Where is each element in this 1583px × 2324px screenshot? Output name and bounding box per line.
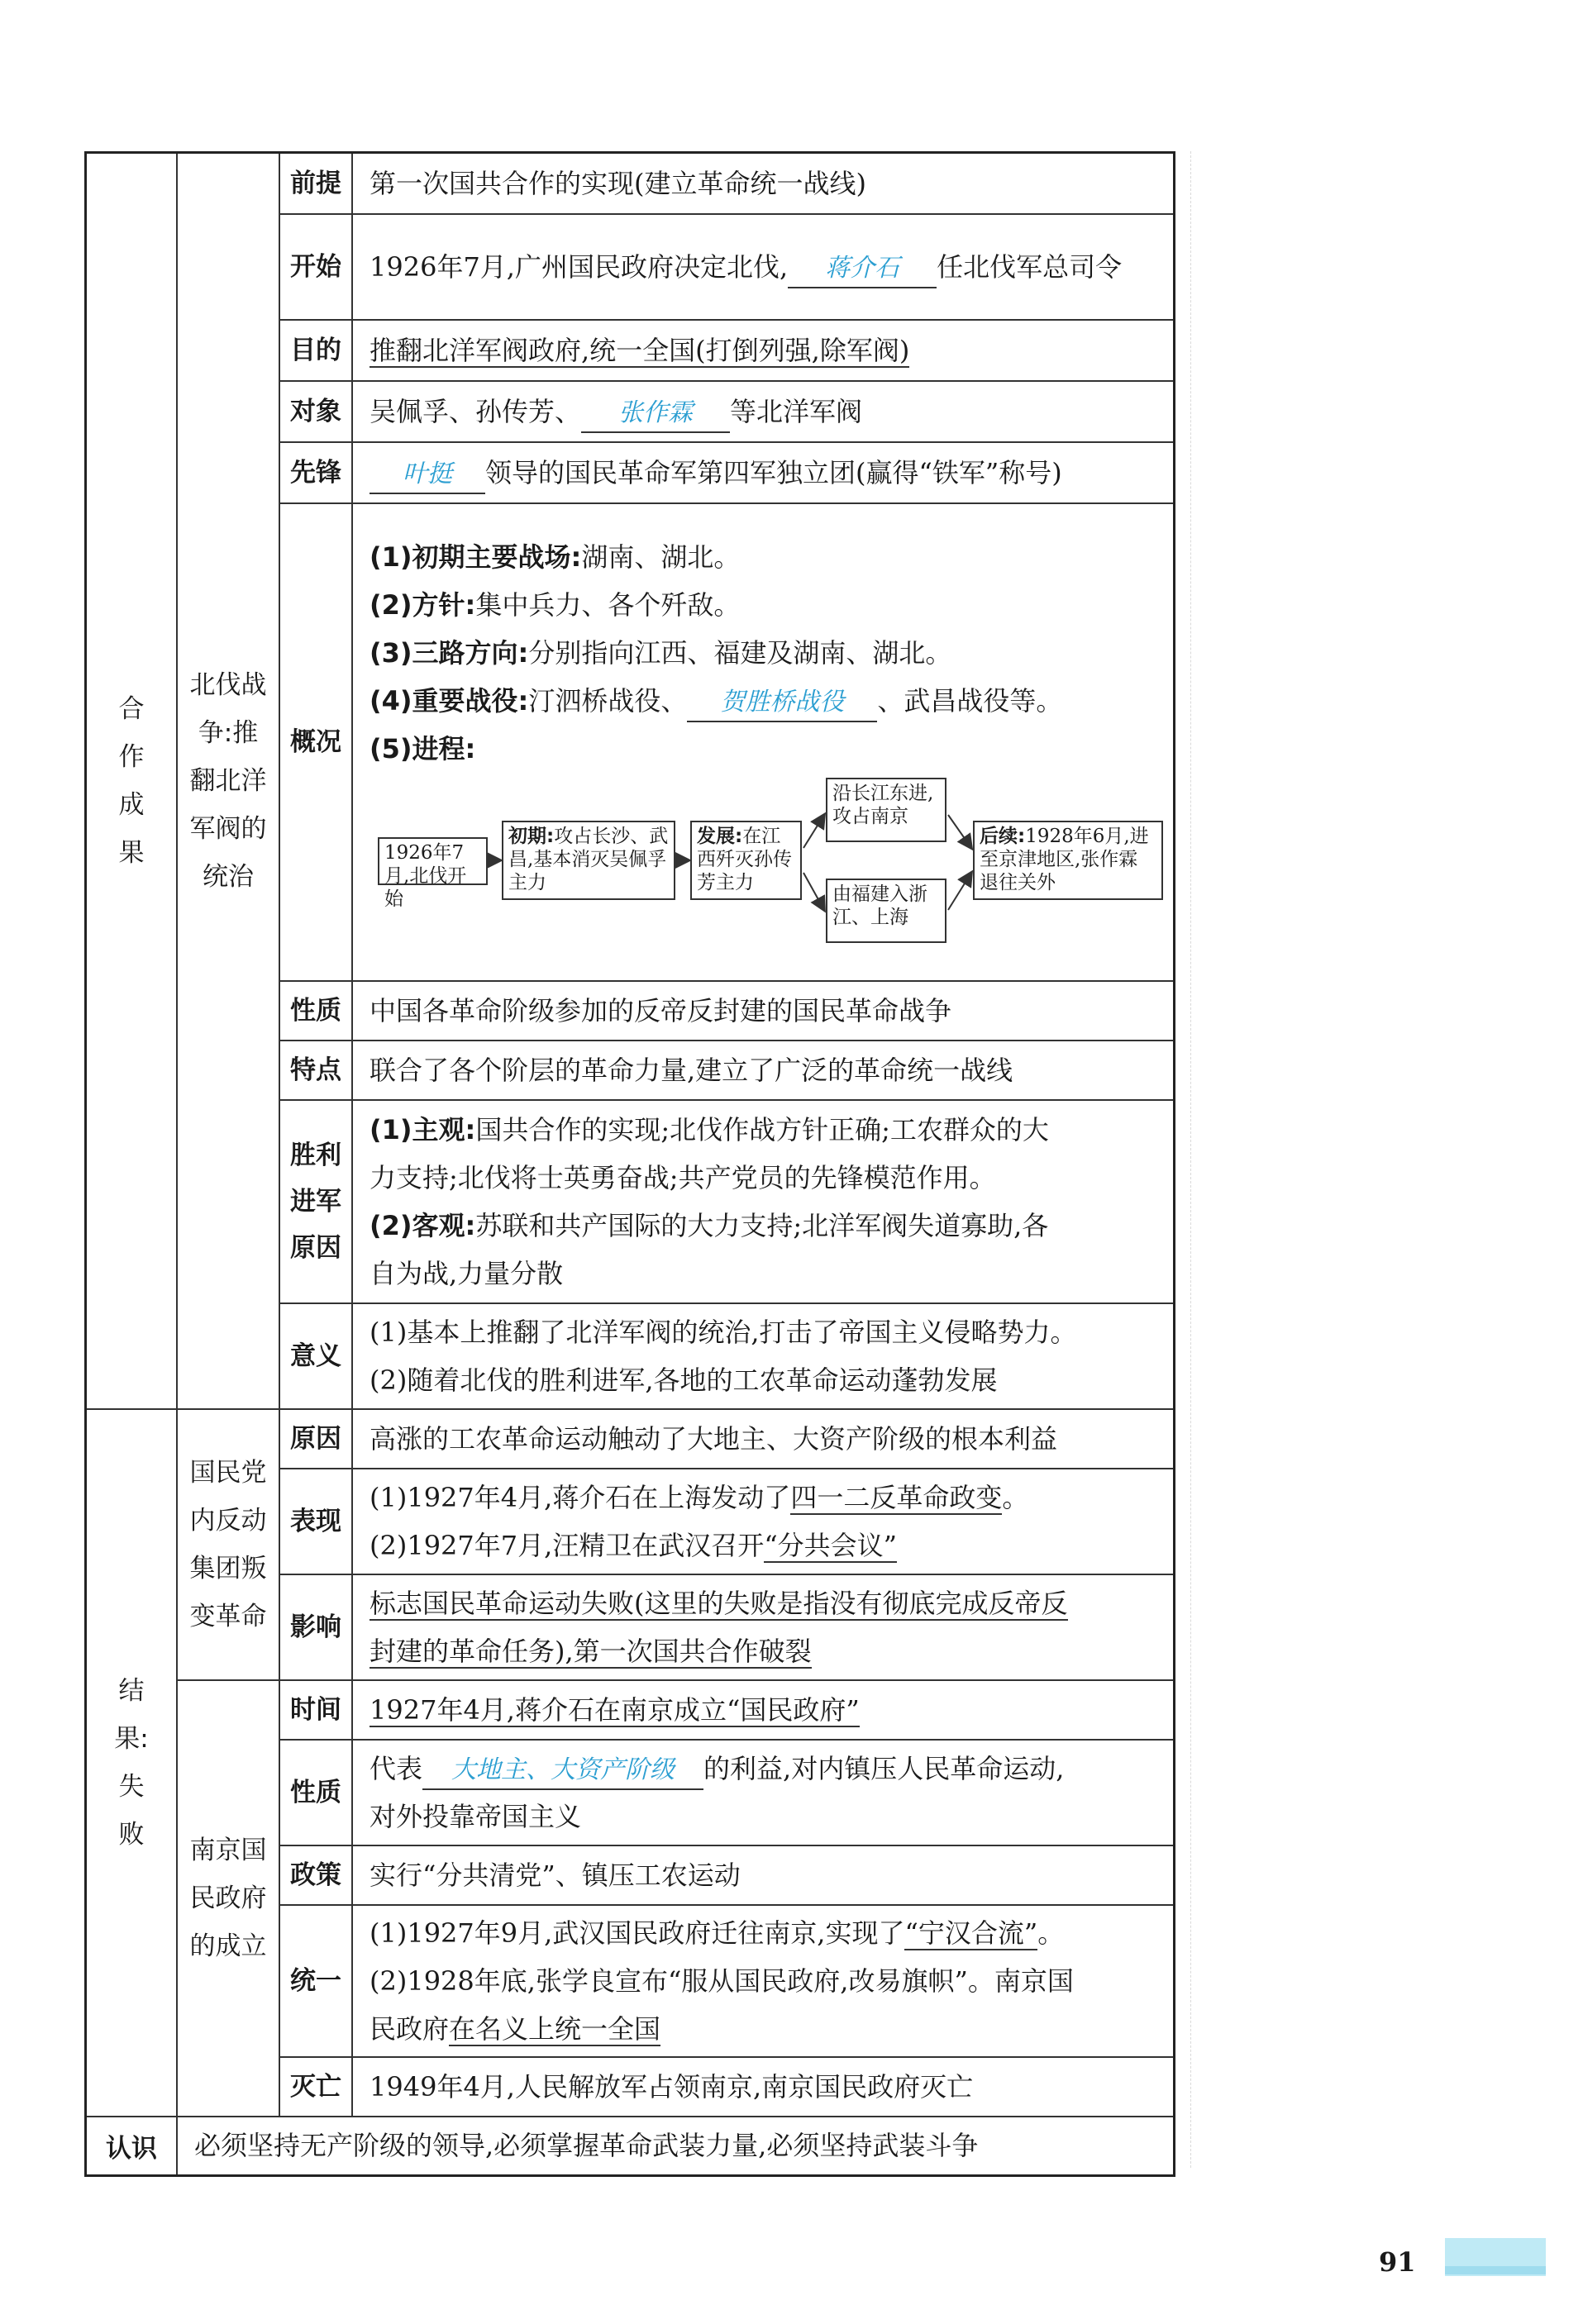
goal-value: 推翻北洋军阀政府,统一全国(打倒列强,除军阀) bbox=[370, 334, 910, 366]
label-manifest: 表现 bbox=[279, 1469, 352, 1574]
label-target: 对象 bbox=[279, 381, 352, 442]
overview-item-3: (3)三路方向:分别指向江西、福建及湖南、湖北。 bbox=[370, 636, 952, 669]
kmt-betrayal-label: 国民党内反动集团叛变革命 bbox=[177, 1409, 279, 1680]
flow-box-branch-top: 沿长江东进,攻占南京 bbox=[826, 778, 946, 842]
label-impact: 影响 bbox=[279, 1574, 352, 1680]
target-text bbox=[352, 381, 1175, 442]
answer-blank-warlord: 张作霖 bbox=[581, 395, 730, 433]
section-result-label: 结果:失败 bbox=[86, 1409, 178, 2117]
label-vanguard: 先锋 bbox=[279, 442, 352, 503]
answer-blank-battle: 贺胜桥战役 bbox=[687, 684, 877, 722]
arrow-develop-top bbox=[803, 815, 824, 848]
flow-box-start: 1926年7月,北伐开始 bbox=[378, 837, 488, 885]
arrow-bottom-later bbox=[948, 873, 971, 910]
label-fall: 灭亡 bbox=[279, 2057, 352, 2117]
overview-content bbox=[352, 503, 1175, 981]
policy-text: 实行“分共清党”、镇压工农运动 bbox=[352, 1845, 1175, 1905]
start-after: 任北伐军总司令 bbox=[937, 250, 1123, 283]
premise-value: 第一次国共合作的实现(建立革命统一战线) bbox=[370, 167, 866, 199]
process-flowchart bbox=[378, 778, 1188, 943]
start-text bbox=[352, 214, 1175, 320]
flow-box-develop: 发展:在江西歼灭孙传芳主力 bbox=[690, 821, 802, 900]
goal-text bbox=[352, 320, 1175, 381]
answer-blank-class: 大地主、大资产阶级 bbox=[422, 1752, 703, 1790]
label-start: 开始 bbox=[279, 214, 352, 320]
label-overview: 概况 bbox=[279, 503, 352, 981]
manifest-content: (1)1927年4月,蒋介石在上海发动了四一二反革命政变。 (2)1927年7月,汪精卫在武汉召开“分共会议” bbox=[352, 1469, 1175, 1574]
label-cause: 原因 bbox=[279, 1409, 352, 1469]
label-goal: 目的 bbox=[279, 320, 352, 381]
page-number: 91 bbox=[1379, 2246, 1416, 2278]
summary-table bbox=[84, 151, 1175, 2177]
row-time bbox=[86, 1680, 1175, 1740]
overview-item-4: (4)重要战役:汀泗桥战役、 贺胜桥战役 、武昌战役等。 bbox=[370, 677, 1163, 725]
arrow-top-later bbox=[948, 815, 971, 848]
arrow-develop-bottom bbox=[803, 873, 824, 910]
label-time: 时间 bbox=[279, 1680, 352, 1740]
premise-text bbox=[352, 153, 1175, 214]
section-cooperation-label: 合作成果 bbox=[86, 153, 178, 1409]
answer-blank-commander: 蒋介石 bbox=[788, 250, 937, 288]
label-nature: 性质 bbox=[279, 981, 352, 1041]
unify-content: (1)1927年9月,武汉国民政府迁往南京,实现了“宁汉合流”。 (2)1928年底,张学良宣布“服从国民政府,改易旗帜”。南京国 民政府在名义上统一全国 bbox=[352, 1905, 1175, 2057]
gov-nature-content: 代表 大地主、大资产阶级 的利益,对内镇压人民革命运动, 对外投靠帝国主义 bbox=[352, 1740, 1175, 1845]
label-unify: 统一 bbox=[279, 1905, 352, 2057]
summary-table-wrapper bbox=[84, 151, 1175, 2177]
overview-item-2: (2)方针:集中兵力、各个歼敌。 bbox=[370, 588, 741, 621]
vanguard-text bbox=[352, 442, 1175, 503]
overview-item-5: (5)进程: bbox=[370, 732, 476, 764]
vanguard-after: 领导的国民革命军第四军独立团(赢得“铁军”称号) bbox=[485, 456, 1062, 488]
answer-blank-vanguard: 叶挺 bbox=[370, 456, 485, 494]
flow-box-later: 后续:1928年6月,进至京津地区,张作霖退往关外 bbox=[973, 821, 1163, 900]
row-premise bbox=[86, 153, 1175, 214]
row-cause bbox=[86, 1409, 1175, 1469]
fall-text: 1949年4月,人民解放军占领南京,南京国民政府灭亡 bbox=[352, 2057, 1175, 2117]
northern-expedition-label: 北伐战争:推翻北洋军阀的统治 bbox=[177, 153, 279, 1409]
flow-box-early: 初期:攻占长沙、武昌,基本消灭吴佩孚主力 bbox=[502, 821, 675, 900]
label-policy: 政策 bbox=[279, 1845, 352, 1905]
label-gov-nature: 性质 bbox=[279, 1740, 352, 1845]
label-victory-reasons: 胜利进军原因 bbox=[279, 1100, 352, 1303]
label-premise: 前提 bbox=[279, 153, 352, 214]
label-knowledge: 认识 bbox=[86, 2117, 178, 2176]
overview-item-1: (1)初期主要战场:湖南、湖北。 bbox=[370, 541, 741, 573]
page-margin-guide bbox=[1190, 151, 1191, 2168]
page-number-bar-accent bbox=[1445, 2266, 1546, 2274]
nature-text: 中国各革命阶级参加的反帝反封建的国民革命战争 bbox=[352, 981, 1175, 1041]
significance-content: (1)基本上推翻了北洋军阀的统治,打击了帝国主义侵略势力。 (2)随着北伐的胜利进军,各地的工农革命运动蓬勃发展 bbox=[352, 1303, 1175, 1409]
flow-box-branch-bottom: 由福建入浙江、上海 bbox=[826, 879, 946, 943]
victory-reasons-content: (1)主观:国共合作的实现;北伐作战方针正确;工农群众的大 力支持;北伐将士英勇奋战;共产党员的先锋模范作用。 (2)客观:苏联和共产国际的大力支持;北洋军阀失道寡助,各 自为战,力量分散 bbox=[352, 1100, 1175, 1303]
feature-text: 联合了各个阶层的革命力量,建立了广泛的革命统一战线 bbox=[352, 1041, 1175, 1100]
impact-content: 标志国民革命运动失败(这里的失败是指没有彻底完成反帝反 封建的革命任务),第一次国共合作破裂 bbox=[352, 1574, 1175, 1680]
nanjing-gov-label: 南京国民政府的成立 bbox=[177, 1680, 279, 2117]
knowledge-text: 必须坚持无产阶级的领导,必须掌握革命武装力量,必须坚持武装斗争 bbox=[177, 2117, 1175, 2176]
label-significance: 意义 bbox=[279, 1303, 352, 1409]
target-before: 吴佩孚、孙传芳、 bbox=[370, 395, 582, 427]
time-text: 1927年4月,蒋介石在南京成立“国民政府” bbox=[352, 1680, 1175, 1740]
row-knowledge bbox=[86, 2117, 1175, 2176]
label-feature: 特点 bbox=[279, 1041, 352, 1100]
target-after: 等北洋军阀 bbox=[730, 395, 863, 427]
start-before: 1926年7月,广州国民政府决定北伐, bbox=[370, 250, 789, 283]
cause-text: 高涨的工农革命运动触动了大地主、大资产阶级的根本利益 bbox=[352, 1409, 1175, 1469]
